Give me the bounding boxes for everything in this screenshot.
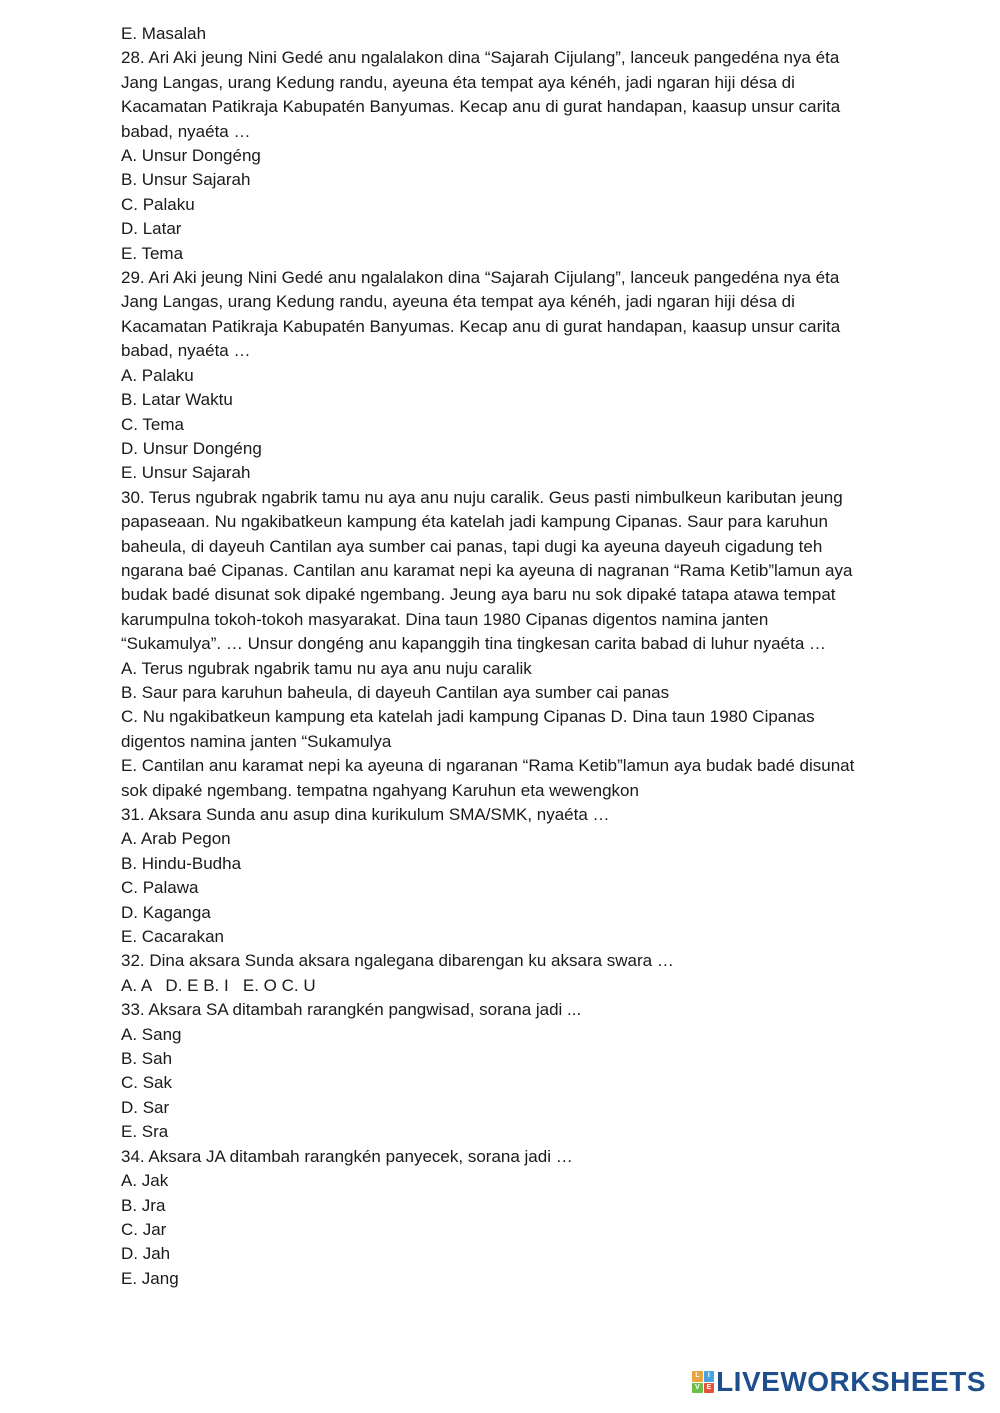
text-line: D. Jah [121, 1244, 171, 1264]
liveworksheets-logo-text: LIVEWORKSHEETS [716, 1366, 986, 1397]
text-line: Jang Langas, urang Kedung randu, ayeuna éta tempat aya kénéh, jadi ngaran hiji désa di [121, 72, 795, 92]
text-line: karumpulna tokoh-tokoh masyarakat. Dina taun 1980 Cipanas digentos namina janten [121, 609, 769, 629]
text-line: E. Unsur Sajarah [121, 463, 251, 483]
text-line: C. Palaku [121, 194, 195, 214]
liveworksheets-logo [692, 1367, 986, 1397]
text-line: 30. Terus ngubrak ngabrik tamu nu aya anu nuju caralik. Geus pasti nimbulkeun kaributan jeung [121, 487, 843, 507]
text-line: ngarana baé Cipanas. Cantilan anu karamat nepi ka ayeuna di nagranan “Rama Ketib”lamun aya [121, 560, 853, 580]
text-line: E. Cantilan anu karamat nepi ka ayeuna di ngaranan “Rama Ketib”lamun aya budak badé disunat [121, 756, 855, 776]
text-line: B. Hindu-Budha [121, 853, 242, 873]
text-line: babad, nyaéta … [121, 341, 251, 361]
text-line: babad, nyaéta … [121, 121, 251, 141]
text-line: 33. Aksara SA ditambah rarangkén pangwisad, sorana jadi ... [121, 1000, 582, 1020]
logo-tile: V [692, 1383, 703, 1394]
text-line: A. Palaku [121, 365, 194, 385]
text-line: B. Unsur Sajarah [121, 170, 251, 190]
text-line: D. Latar [121, 219, 182, 239]
text-line: 28. Ari Aki jeung Nini Gedé anu ngalalakon dina “Sajarah Cijulang”, lanceuk pangedéna nya éta [121, 48, 840, 68]
worksheet-content [121, 22, 881, 1291]
text-line: A. A D. E B. I E. O C. U [121, 975, 316, 995]
text-line: C. Nu ngakibatkeun kampung eta katelah jadi kampung Cipanas D. Dina taun 1980 Cipanas [121, 707, 815, 727]
text-line: budak badé disunat sok dipaké ngembang. Jeung aya baru nu sok dipaké tatapa atawa tempat [121, 585, 836, 605]
text-line: E. Cacarakan [121, 927, 224, 947]
text-line: C. Tema [121, 414, 184, 434]
text-line: 32. Dina aksara Sunda aksara ngalegana dibarengan ku aksara swara … [121, 951, 674, 971]
text-line: B. Jra [121, 1195, 166, 1215]
text-line: C. Jar [121, 1219, 167, 1239]
text-line: C. Palawa [121, 878, 199, 898]
text-line: sok dipaké ngembang. tempatna ngahyang Karuhun eta wewengkon [121, 780, 639, 800]
text-line: D. Unsur Dongéng [121, 438, 262, 458]
logo-tile: E [704, 1383, 715, 1394]
text-line: 34. Aksara JA ditambah rarangkén panyecek, sorana jadi … [121, 1146, 573, 1166]
logo-tile: L [692, 1371, 703, 1382]
text-line: B. Latar Waktu [121, 390, 233, 410]
text-line: “Sukamulya”. … Unsur dongéng anu kapanggih tina tingkesan carita babad di luhur nyaéta … [121, 634, 826, 654]
text-line: papaseaan. Nu ngakibatkeun kampung éta katelah jadi kampung Cipanas. Saur para karuhun [121, 512, 828, 532]
text-line: A. Arab Pegon [121, 829, 231, 849]
text-line: E. Jang [121, 1268, 179, 1288]
text-line: A. Sang [121, 1024, 182, 1044]
text-line: D. Kaganga [121, 902, 211, 922]
text-line: 31. Aksara Sunda anu asup dina kurikulum SMA/SMK, nyaéta … [121, 805, 610, 824]
text-line: baheula, di dayeuh Cantilan aya sumber cai panas, tapi dugi ka ayeuna dayeuh cigadung teh [121, 536, 823, 556]
logo-tile: I [704, 1371, 715, 1382]
text-line: Kacamatan Patikraja Kabupatén Banyumas. Kecap anu di gurat handapan, kaasup unsur carita [121, 316, 841, 336]
liveworksheets-logo-icon [692, 1371, 714, 1393]
text-line: Kacamatan Patikraja Kabupatén Banyumas. Kecap anu di gurat handapan, kaasup unsur carita [121, 97, 841, 117]
text-line: A. Unsur Dongéng [121, 146, 261, 166]
text-line: A. Jak [121, 1171, 169, 1191]
text-line: E. Tema [121, 243, 184, 263]
text-line: D. Sar [121, 1097, 170, 1117]
text-line: B. Sah [121, 1049, 173, 1069]
text-line: digentos namina janten “Sukamulya [121, 731, 392, 751]
text-line: 29. Ari Aki jeung Nini Gedé anu ngalalakon dina “Sajarah Cijulang”, lanceuk pangedéna nya éta [121, 268, 840, 288]
text-line: C. Sak [121, 1073, 173, 1093]
text-line: E. Masalah [121, 24, 207, 43]
text-line: Jang Langas, urang Kedung randu, ayeuna éta tempat aya kénéh, jadi ngaran hiji désa di [121, 292, 795, 312]
text-line: A. Terus ngubrak ngabrik tamu nu aya anu nuju caralik [121, 658, 532, 678]
text-line: E. Sra [121, 1122, 169, 1142]
text-line: B. Saur para karuhun baheula, di dayeuh Cantilan aya sumber cai panas [121, 682, 670, 702]
